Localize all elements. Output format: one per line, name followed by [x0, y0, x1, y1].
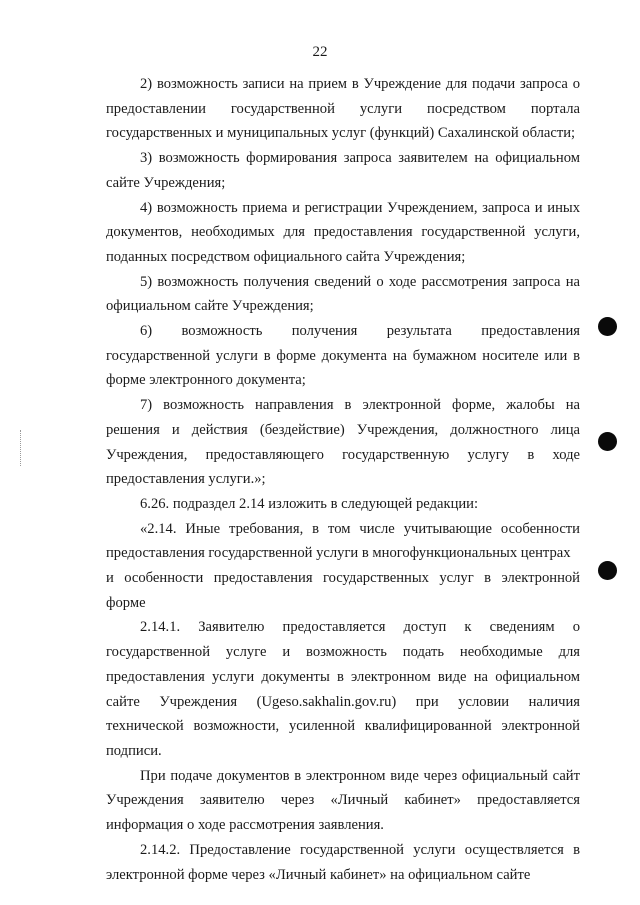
paragraph-item-3: 3) возможность формирования запроса заявителем на официальном сайте Учреждения;	[106, 150, 580, 191]
margin-marks	[20, 430, 24, 466]
page-number: 22	[312, 44, 328, 60]
section-heading-2-14-continued: и особенности предоставления государственных услуг в электронной форме	[106, 570, 580, 611]
punch-hole	[598, 317, 617, 336]
paragraph-item-5: 5) возможность получения сведений о ходе рассмотрения запроса на официальном сайте Учреждения;	[106, 273, 580, 315]
punch-hole	[598, 561, 617, 580]
paragraph-item-4: 4) возможность приема и регистрации Учреждением, запроса и иных документов, необходимых для предоставления государственной услуги, поданных посредством официального сайта Учреждения;	[106, 199, 580, 265]
section-heading-2-14: «2.14. Иные требования, в том числе учитывающие особенности предоставления государственной услуги в многофункциональных центрах	[106, 520, 580, 562]
paragraph-electronic-submission: При подаче документов в электронном виде через официальный сайт Учреждения заявителю через «Личный кабинет» предоставляется информация о ходе рассмотрения заявления.	[106, 767, 580, 834]
paragraph-item-2: 2) возможность записи на прием в Учреждение для подачи запроса о предоставлении государственной услуги посредством портала государственных и муниципальных услуг (функций) Сахалинской области;	[106, 76, 580, 142]
paragraph-item-7: 7) возможность направления в электронной форме, жалобы на решения и действия (бездействие) Учреждения, должностного лица Учреждения, предоставляющего государственную услугу в ходе предоставления услуги.»;	[106, 397, 580, 488]
paragraph-item-6: 6) возможность получения результата предоставления государственной услуги в форме документа на бумажном носителе или в форме электронного документа;	[106, 323, 580, 389]
punch-hole	[598, 432, 617, 451]
paragraph-2-14-2: 2.14.2. Предоставление государственной услуги осуществляется в электронной форме через «Личный кабинет» на официальном сайте	[106, 841, 580, 883]
paragraph-amendment-intro: 6.26. подраздел 2.14 изложить в следующей редакции:	[140, 495, 479, 512]
document-body	[106, 72, 580, 887]
paragraph-2-14-1: 2.14.1. Заявителю предоставляется доступ к сведениям о государственной услуге и возможность подать необходимые для предоставления услуги документы в электронном виде на официальном сайте Учреждения (Ugeso.sakhalin.gov.ru) при условии наличия технической возможности, усиленной квалифицированной электронной подписи.	[106, 619, 580, 759]
